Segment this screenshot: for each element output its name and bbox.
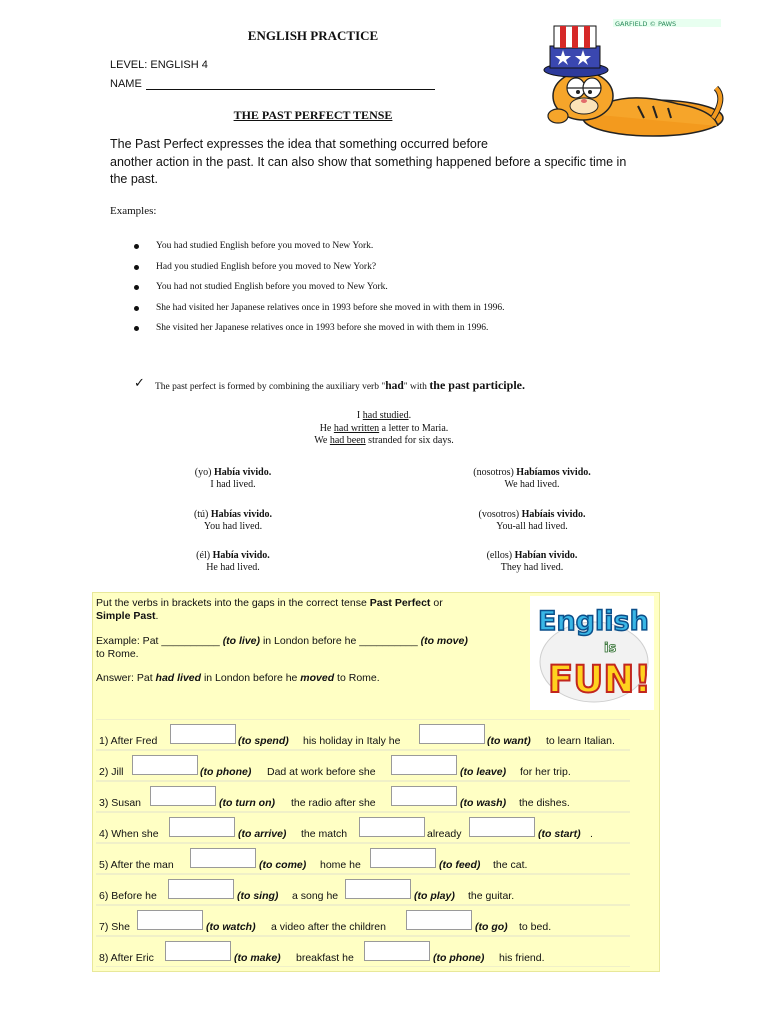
badge-text: GARFIELD © PAWS [615, 20, 677, 28]
exercise-row-1: 1) After Fred (to spend) his holiday in Italy he (to want) to learn Italian. [96, 719, 630, 750]
answer-input[interactable] [169, 817, 235, 837]
answer-input[interactable] [132, 755, 198, 775]
list-item: She had visited her Japanese relatives once in 1993 before she moved in with them in 1996. [134, 298, 505, 319]
intro-paragraph [110, 136, 650, 189]
exercise-answer: Answer: Pat had lived in London before he moved to Rome. [96, 672, 380, 684]
conjugation-yo: (yo) Había vivido. I had lived. [194, 467, 272, 490]
answer-input[interactable] [364, 941, 430, 961]
example-sentences [0, 410, 768, 448]
answer-input[interactable] [170, 724, 236, 744]
exercise-row-7: 7) She (to watch) a video after the children (to go) to bed. [96, 905, 630, 936]
topic-heading: THE PAST PERFECT TENSE [233, 108, 393, 122]
exercise-row-6: 6) Before he (to sing) a song he (to play) the guitar. [96, 874, 630, 905]
list-item: You had studied English before you moved to New York. [134, 236, 505, 257]
answer-input[interactable] [168, 879, 234, 899]
examples-label: Examples: [110, 205, 157, 217]
conjugation-nosotros: (nosotros) Habíamos vivido. We had lived. [473, 467, 591, 490]
name-line [146, 89, 435, 90]
answer-input[interactable] [190, 848, 256, 868]
answer-input[interactable] [469, 817, 535, 837]
page-title: ENGLISH PRACTICE [247, 28, 379, 43]
svg-text:FUN!: FUN! [548, 658, 652, 701]
examples-list [134, 236, 505, 339]
checkmark-icon: ✓ [134, 376, 145, 391]
answer-input[interactable] [419, 724, 485, 744]
answer-input[interactable] [137, 910, 203, 930]
answer-input[interactable] [345, 879, 411, 899]
exercise-row-4: 4) When she (to arrive) the match already (to start) . [96, 812, 630, 843]
level-label: LEVEL: ENGLISH 4 [110, 59, 208, 71]
formation-rule: The past perfect is formed by combining the auxiliary verb "had" with the past participle. [155, 378, 525, 392]
exercise-example: Example: Pat __________ (to live) in London before he __________ (to move) to Rome. [96, 635, 468, 660]
exercise-row-3: 3) Susan (to turn on) the radio after she (to wash) the dishes. [96, 781, 630, 812]
exercise-rows [96, 719, 630, 967]
example-sentence: He had written a letter to Maria. [319, 422, 449, 434]
exercise-row-8: 8) After Eric (to make) breakfast he (to phone) his friend. [96, 936, 630, 967]
list-item: She visited her Japanese relatives once in 1993 before she moved in with them in 1996. [134, 318, 505, 339]
conjugation-ellos: (ellos) Habían vivido. They had lived. [486, 550, 578, 573]
intro-line-3: the past. [110, 172, 158, 186]
intro-line-2: another action in the past. It can also show that something happened before a specific time in [110, 154, 627, 169]
answer-input[interactable] [370, 848, 436, 868]
list-item: You had not studied English before you moved to New York. [134, 277, 505, 298]
svg-text:English: English [538, 606, 649, 637]
svg-text:is: is [604, 641, 617, 656]
answer-input[interactable] [391, 755, 457, 775]
example-sentence: We had been stranded for six days. [314, 435, 454, 446]
conjugation-vosotros: (vosotros) Habíais vivido. You-all had lived. [478, 509, 586, 532]
exercise-row-5: 5) After the man (to come) home he (to feed) the cat. [96, 843, 630, 874]
list-item: Had you studied English before you moved to New York? [134, 257, 505, 278]
answer-input[interactable] [391, 786, 457, 806]
exercise-instruction: Put the verbs in brackets into the gaps in the correct tense Past Perfect or Simple Past. [96, 597, 443, 622]
answer-input[interactable] [150, 786, 216, 806]
answer-input[interactable] [406, 910, 472, 930]
answer-input[interactable] [359, 817, 425, 837]
garfield-illustration [528, 18, 728, 143]
conjugation-el: (él) Había vivido. He had lived. [196, 550, 270, 573]
english-is-fun-logo [530, 596, 654, 710]
intro-line-1: The Past Perfect expresses the idea that something occurred before [110, 137, 488, 151]
conjugation-tu: (tú) Habías vivido. You had lived. [193, 509, 273, 532]
example-sentence: I had studied. [356, 410, 412, 421]
answer-input[interactable] [165, 941, 231, 961]
exercise-row-2: 2) Jill (to phone) Dad at work before she (to leave) for her trip. [96, 750, 630, 781]
name-label: NAME [110, 78, 142, 90]
